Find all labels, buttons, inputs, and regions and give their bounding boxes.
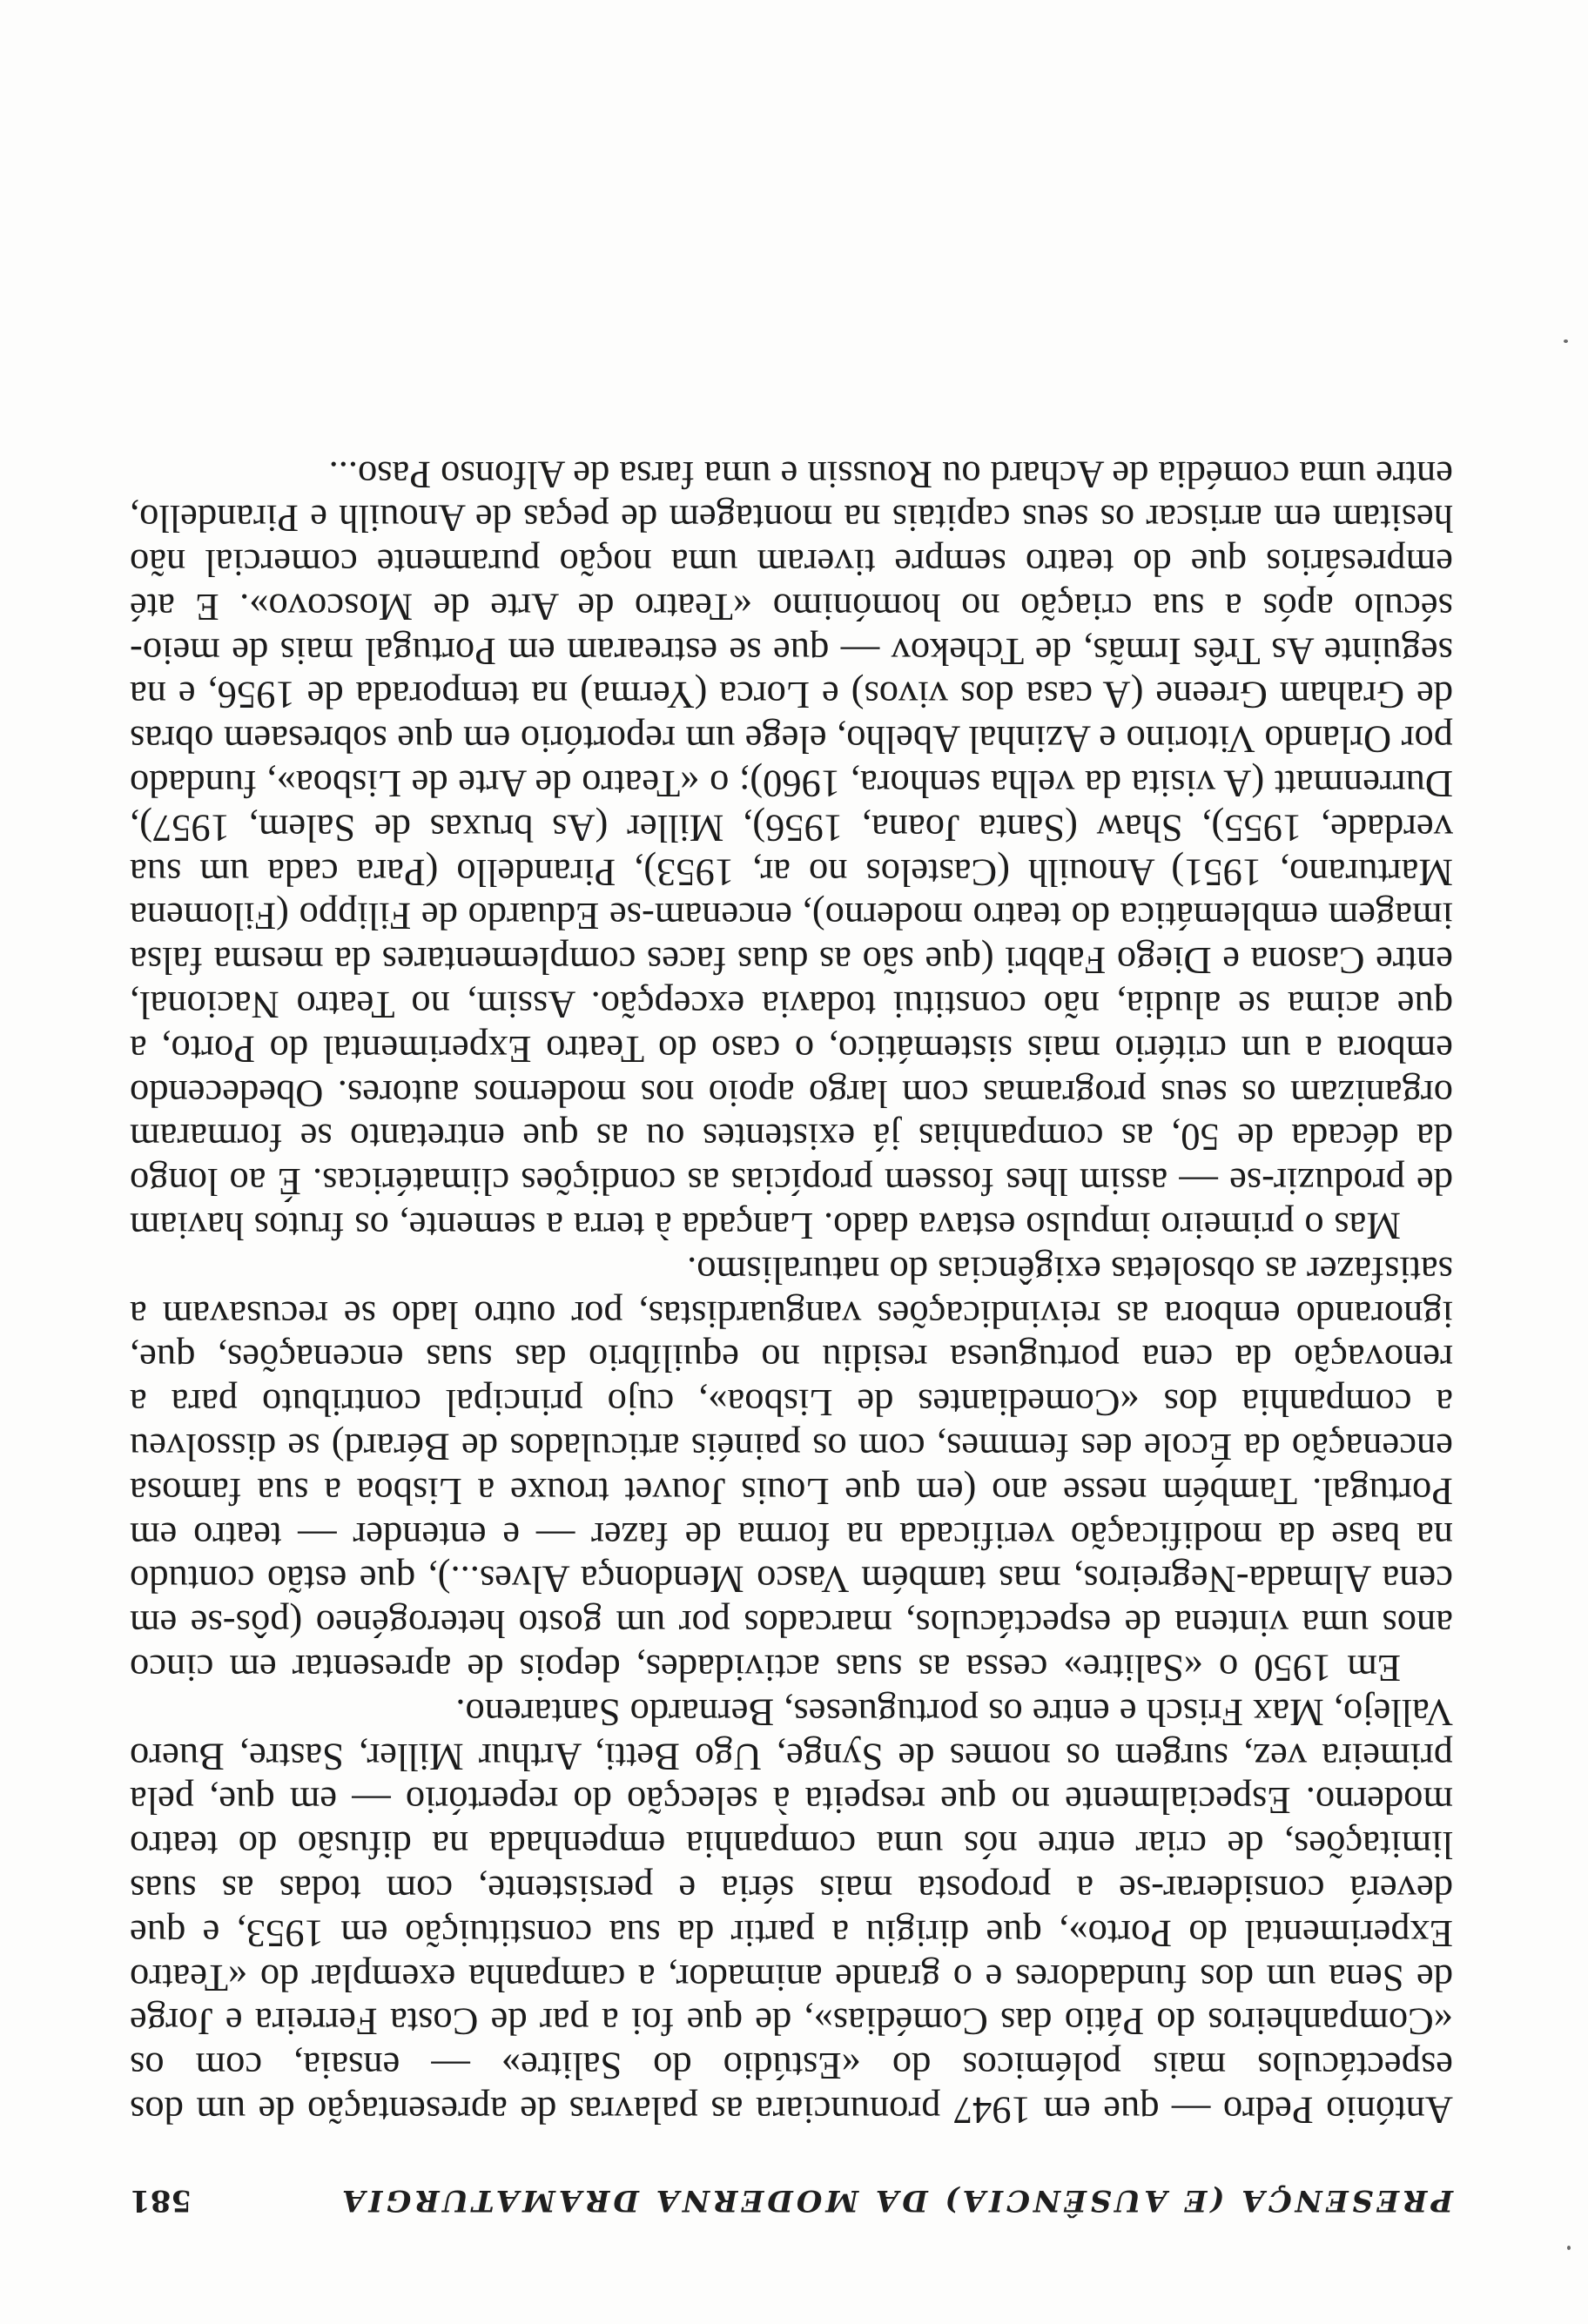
paragraph-salitre-1950: Em 1950 o «Salitre» cessa as suas actividades, depois de apresentar em cinco anos uma vintena de espectáculos, marcados por um gosto heterogéneo (pôs-se em cena Almada-Negreiros, mas também Vasco Mendonça Alves...), que estão contudo na base da modificação verificada na forma de fazer — e entender — teatro em Portugal. Também nesse ano (em que Louis Jouvet trouxe a Lisboa a sua famosa encenação da École des femmes, com os painéis articulados de Bérard) se dissolveu a companhia dos «Comediantes de Lisboa», cujo principal contributo para a renovação da cena portuguesa residiu no equilíbrio das suas encenações, que, ignorando embora as reivindicações vanguardistas, por outro lado se recusavam a satisfazer as obsoletas exigências do naturalismo.: [130, 1248, 1453, 1691]
scan-speck: [1567, 2246, 1571, 2250]
page-number: 581: [130, 2183, 192, 2218]
running-head: [130, 2169, 1453, 2218]
paragraph-primeiro-impulso: Mas o primeiro impulso estava dado. Lançada à terra a semente, os frutos haviam de produzir-se — assim lhes fossem propícias as condições climatéricas. É ao longo da década de 50, as companhias já existentes ou as que entretanto se formaram organizam os seus programas com largo apoio nos modernos autores. Obedecendo embora a um critério mais sistemático, o caso do Teatro Experimental do Porto, a que acima se aludia, não constitui todavia excepção. Assim, no Teatro Nacional, entre Casona e Diego Fabbri (que são as duas faces complementares da mesma falsa imagem emblemática do teatro moderno), encenam-se Eduardo de Filippo (Filomena Marturano, 1951) Anouilh (Castelos no ar, 1953), Pirandello (Para cada um sua verdade, 1955), Shaw (Santa Joana, 1956), Miller (As bruxas de Salem, 1957), Durrenmatt (A visita da velha senhora, 1960); o «Teatro de Arte de Lisboa», fundado por Orlando Vitorino e Azinhal Abelho, elege um reportório em que sobresaem obras de Graham Greene (A casa dos vivos) e Lorca (Yerma) na temporada de 1956, e na seguinte As Três Irmãs, de Tchekov — que se estrearam em Portugal mais de meio-século após a sua criação no homónimo «Teatro de Arte de Moscovo». E até empresários que do teatro sempre tiveram uma noção puramente comercial não hesitam em arriscar os seus capitais na montagem de peças de Anouilh e Pirandello, entre uma comédia de Achard ou Roussin e uma farsa de Alfonso Paso...: [130, 453, 1453, 1249]
paragraph-antonio-pedro: António Pedro — que em 1947 pronunciara as palavras de apresentação de um dos espectáculos mais polémicos do «Estúdio do Salitre» — ensaia, com os «Companheiros do Pátio das Comédias», de que foi a par de Costa Ferreira e Jorge de Sena um dos fundadores e o grande animador, a campanha exemplar do «Teatro Experimental do Porto», que dirigiu a partir da sua constituição em 1953, e que deverá considerar-se a proposta mais séria e persistente, com todas as suas limitações, de criar entre nós uma companhia empenhada na difusão do teatro moderno. Especialmente no que respeita à selecção do repertório — em que, pela primeira vez, surgem os nomes de Synge, Ugo Betti, Arthur Miller, Sastre, Buero Vallejo, Max Frisch e entre os portugueses, Bernardo Santareno.: [130, 1690, 1453, 2133]
body-text: [130, 453, 1453, 2133]
running-title: PRESENÇA (E AUSÊNCIA) DA MODERNA DRAMATURGIA: [339, 2183, 1453, 2218]
scan-speck: [1564, 339, 1568, 343]
